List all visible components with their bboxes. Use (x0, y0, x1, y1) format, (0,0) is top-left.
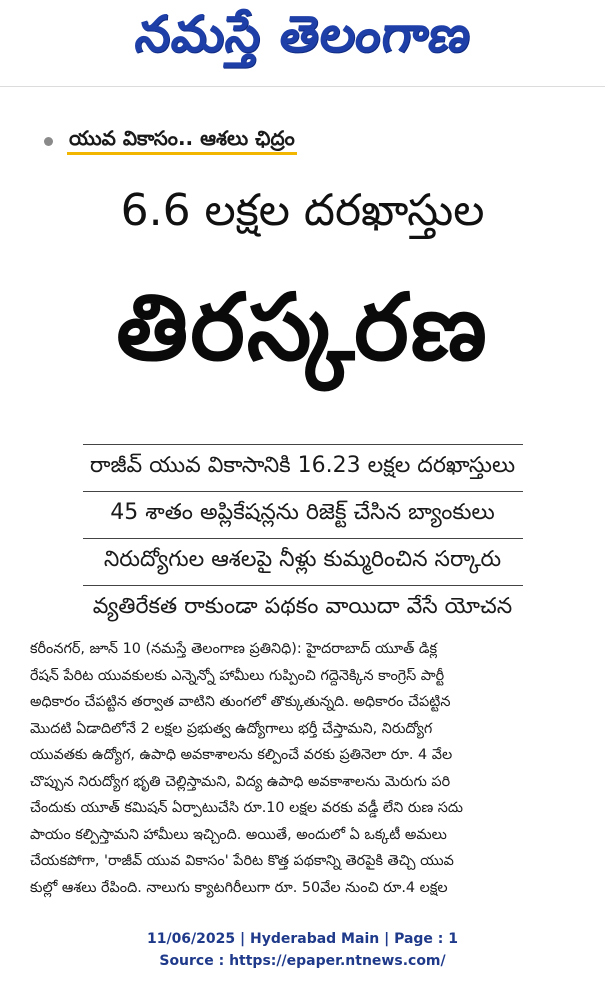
headline-line-1: 6.6 లక్షల దరఖాస్తుల (120, 185, 485, 236)
headline-line-2: తిరస్కరణ (116, 274, 489, 381)
subhead: రాజీవ్ యువ వికాసానికి 16.23 లక్షల దరఖాస్తులు (89, 453, 516, 478)
subheads (0, 444, 605, 632)
kicker (44, 124, 297, 158)
masthead-divider (0, 86, 605, 87)
masthead (0, 0, 605, 80)
subhead: నిరుద్యోగుల ఆశలపై నీళ్లు కుమ్మరించిన సర్కారు (103, 547, 502, 572)
subhead: వ్యతిరేకత రాకుండా పథకం వాయిదా వేసే యోచన (92, 594, 513, 619)
article-line: కరీంనగర్, జూన్ 10 (నమస్తే తెలంగాణ ప్రతినిధి): హైదరాబాద్ యూత్ డిక్ల (30, 641, 438, 657)
article-line: కుల్లో ఆశలు రేపింది. నాలుగు క్యాటగిరీలుగా రూ. 50వేల నుంచి రూ.4 లక్షల (30, 879, 448, 896)
article-line: పాయం కల్పిస్తామని హామీలు ఇచ్చింది. అయితే, అందులో ఏ ఒక్కటీ అమలు (30, 826, 447, 843)
article-line: చేందుకు యూత్ కమిషన్ ఏర్పాటుచేసి రూ.10 లక్షల వరకు వడ్డీ లేని రుణ సదు (30, 800, 464, 816)
kicker-text: యువ వికాసం.. ఆశలు ఛిద్రం (67, 127, 297, 155)
article-line: యువతకు ఉద్యోగ, ఉపాధి అవకాశాలను కల్పించే వరకు ప్రతినెలా రూ. 4 వేల (30, 747, 453, 763)
newspaper-logo-title: నమస్తే తెలంగాణ (131, 4, 476, 63)
subhead: 45 శాతం అప్లికేషన్లను రిజెక్ట్ చేసిన బ్యాంకులు (110, 500, 495, 525)
footer-source: Source : https://epaper.ntnews.com/ (159, 953, 446, 969)
bullet-icon (44, 137, 53, 146)
footer (0, 928, 605, 972)
footer-date-edition: 11/06/2025 | Hyderabad Main | Page : 1 (146, 931, 459, 947)
article-line: మొదటి ఏడాదిలోనే 2 లక్షల ప్రభుత్వ ఉద్యోగాలు భర్తీ చేస్తామని, నిరుద్యోగ (30, 720, 433, 737)
article-line: చేయకపోగా, 'రాజీవ్ యువ వికాసం' పేరిట కొత్త పథకాన్ని తెరపైకి తెచ్చి యువ (30, 853, 454, 869)
article-line: అధికారం చేపట్టిన తర్వాత వాటిని తుంగలో తొక్కుతున్నది. అధికారం చేపట్టిన (30, 694, 451, 710)
article-line: రేషన్ పేరిట యువకులకు ఎన్నెన్నో హామీలు గుప్పించి గద్దెనెక్కిన కాంగ్రెస్ పార్టీ (30, 667, 445, 684)
article-body (30, 636, 578, 901)
article-line: చొప్పున నిరుద్యోగ భృతి చెల్లిస్తామని, విద్య ఉపాధి అవకాశాలను మెరుగు పరి (30, 773, 451, 790)
